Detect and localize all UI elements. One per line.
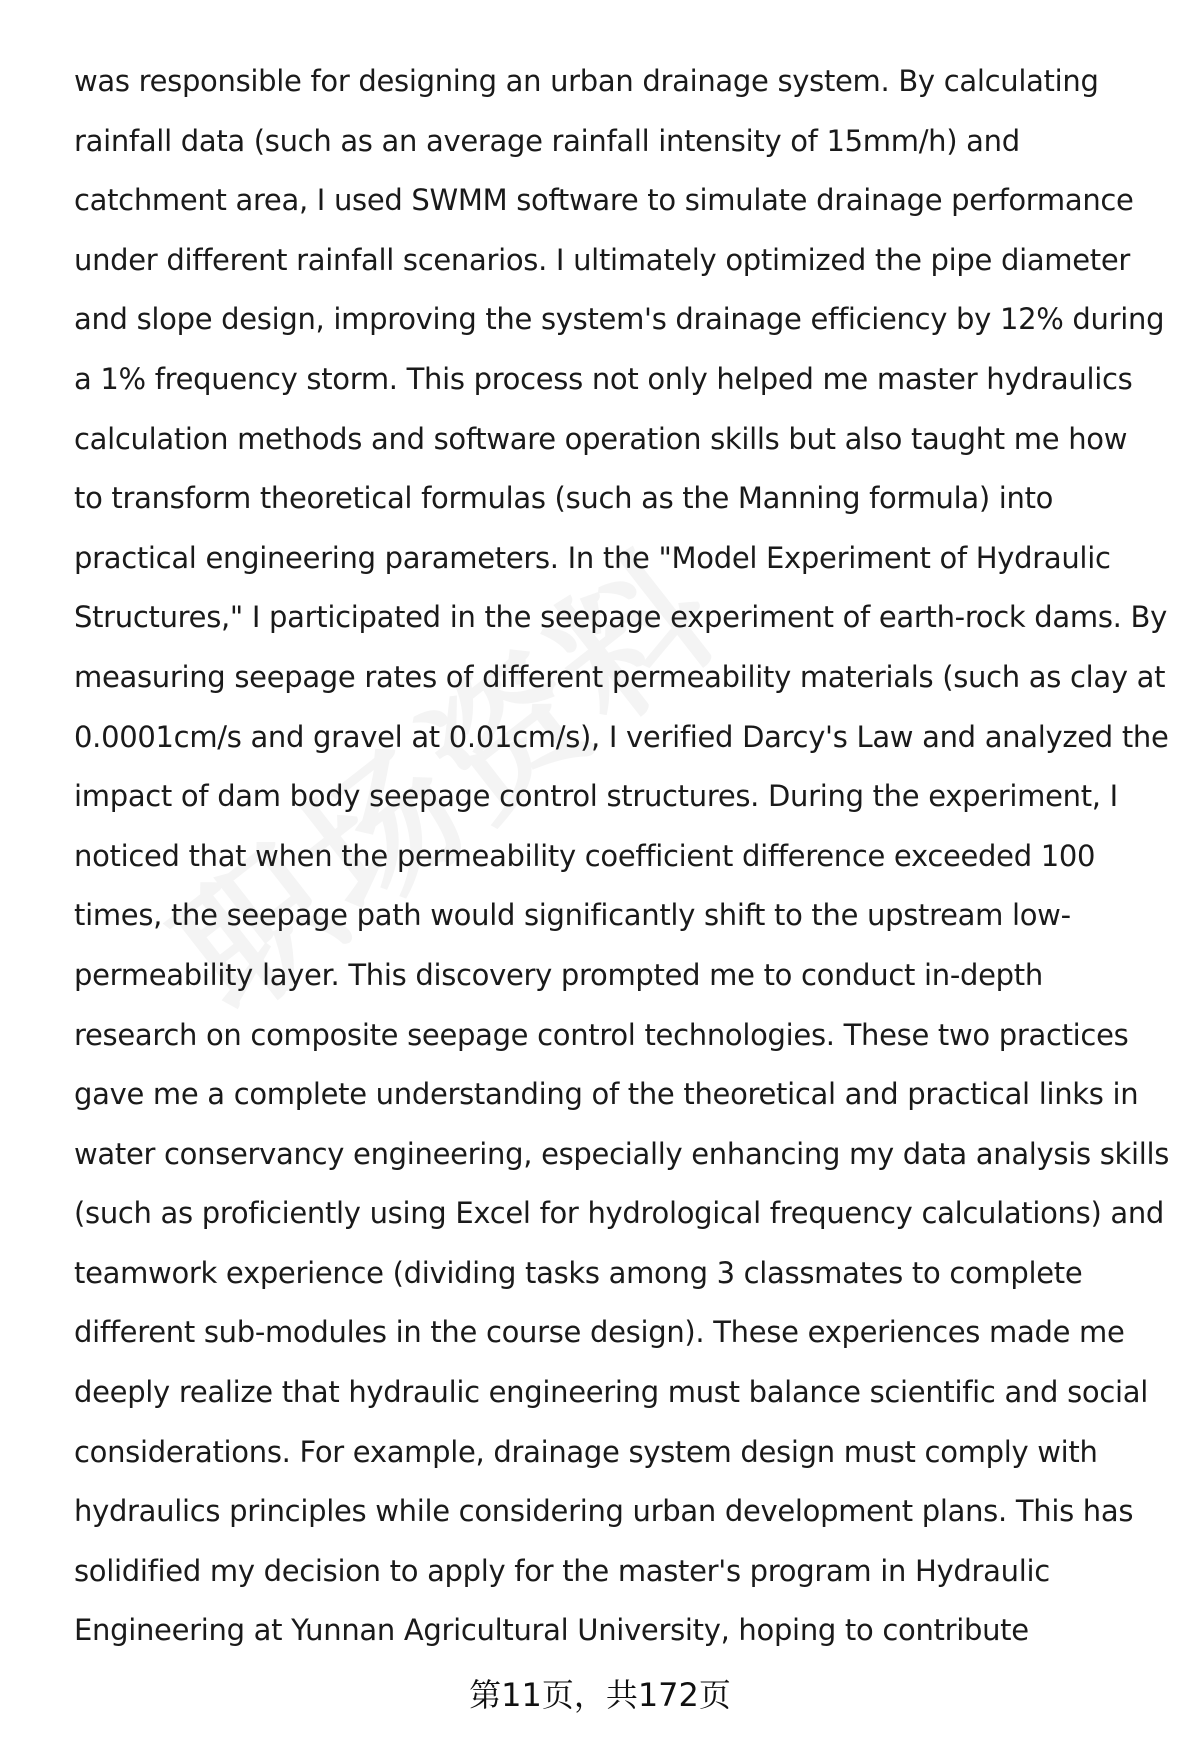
text-line: under different rainfall scenarios. I ultimately optimized the pipe diameter: [74, 242, 1131, 277]
text-line: practical engineering parameters. In the "Model Experiment of Hydraulic: [74, 540, 1111, 575]
text-line: calculation methods and software operation skills but also taught me how: [74, 421, 1128, 456]
text-line: (such as proficiently using Excel for hydrological frequency calculations) and: [74, 1196, 1165, 1231]
text-line: 0.0001cm/s and gravel at 0.01cm/s), I verified Darcy's Law and analyzed the: [74, 719, 1169, 754]
text-line: noticed that when the permeability coefficient difference exceeded 100: [74, 838, 1096, 873]
text-line: gave me a complete understanding of the theoretical and practical links in: [74, 1077, 1139, 1112]
text-line: hydraulics principles while considering urban development plans. This has: [74, 1494, 1134, 1529]
text-line: impact of dam body seepage control structures. During the experiment, I: [74, 779, 1118, 814]
document-body: [74, 52, 1170, 1661]
text-line: teamwork experience (dividing tasks among 3 classmates to complete: [74, 1255, 1083, 1290]
text-line: water conservancy engineering, especially enhancing my data analysis skills: [74, 1136, 1170, 1171]
text-line: was responsible for designing an urban drainage system. By calculating: [74, 64, 1099, 98]
text-line: rainfall data (such as an average rainfall intensity of 15mm/h) and: [74, 123, 1020, 158]
text-line: times, the seepage path would significantly shift to the upstream low-: [74, 898, 1071, 933]
text-line: solidified my decision to apply for the master's program in Hydraulic: [74, 1553, 1050, 1588]
text-line: a 1% frequency storm. This process not only helped me master hydraulics: [74, 361, 1133, 396]
text-line: permeability layer. This discovery prompted me to conduct in-depth: [74, 957, 1043, 992]
text-line: Engineering at Yunnan Agricultural University, hoping to contribute: [74, 1613, 1029, 1648]
text-line: to transform theoretical formulas (such as the Manning formula) into: [74, 481, 1054, 516]
text-line: different sub-modules in the course design). These experiences made me: [74, 1315, 1125, 1350]
text-line: considerations. For example, drainage system design must comply with: [74, 1434, 1098, 1469]
text-line: research on composite seepage control technologies. These two practices: [74, 1017, 1129, 1052]
text-line: deeply realize that hydraulic engineering must balance scientific and social: [74, 1375, 1148, 1410]
text-line: measuring seepage rates of different permeability materials (such as clay at: [74, 659, 1166, 694]
text-line: and slope design, improving the system's drainage efficiency by 12% during: [74, 302, 1165, 337]
page-number: 第11页，共172页: [469, 1676, 731, 1714]
text-line: Structures," I participated in the seepage experiment of earth-rock dams. By: [74, 600, 1167, 635]
text-line: catchment area, I used SWMM software to simulate drainage performance: [74, 183, 1134, 218]
